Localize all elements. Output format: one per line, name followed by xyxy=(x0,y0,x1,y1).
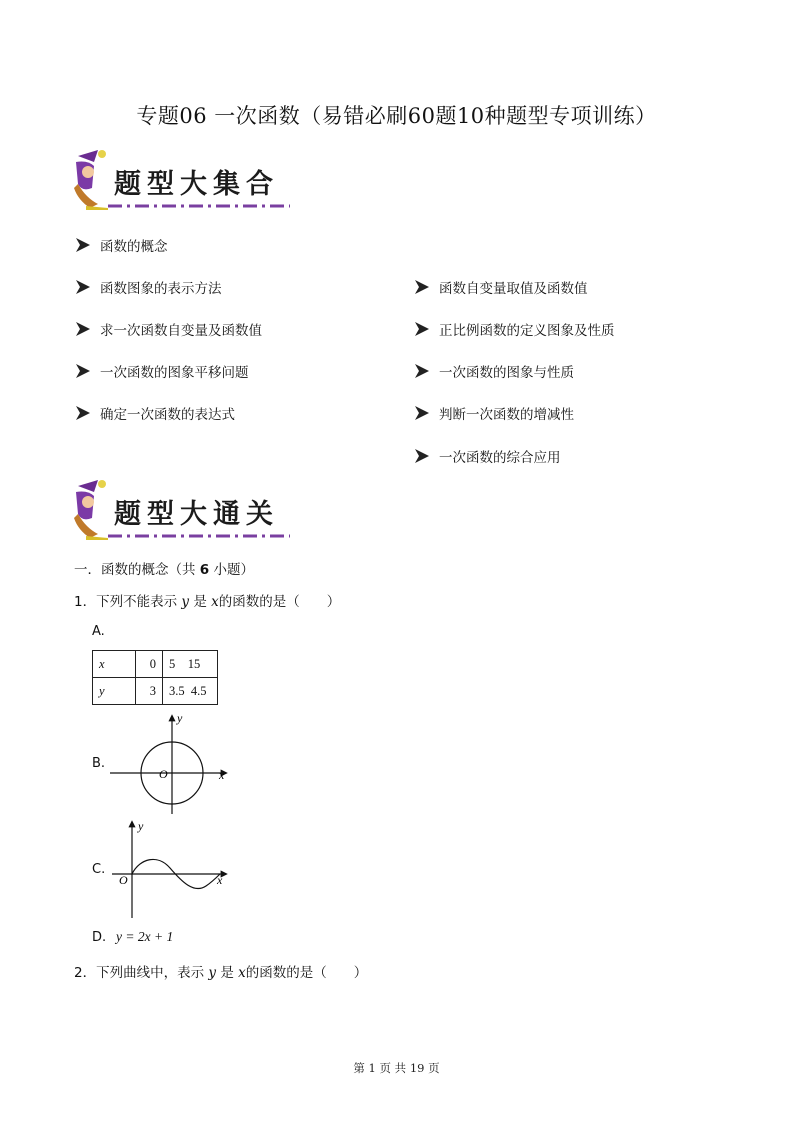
toc-item xyxy=(74,319,262,339)
toc-item-label: 求一次函数自变量及函数值 xyxy=(100,323,262,339)
math-var: x xyxy=(238,965,246,981)
option-d-label: D. xyxy=(92,930,107,945)
table-row xyxy=(93,678,218,705)
table-cell: 0 xyxy=(136,651,163,678)
arrow-bullet-icon xyxy=(413,362,431,380)
toc-item xyxy=(74,277,222,297)
section-heading-prefix: 一．函数的概念（共 xyxy=(74,562,200,578)
page-title: 专题06 一次函数（易错必刷60题10种题型专项训练） xyxy=(136,104,657,128)
math-var: y xyxy=(181,594,190,610)
toc-item-label: 函数图象的表示方法 xyxy=(100,281,222,297)
question-text: 是 xyxy=(220,965,234,981)
toc-item xyxy=(413,446,561,466)
arrow-bullet-icon xyxy=(74,278,92,296)
toc-item xyxy=(74,403,235,423)
section-banner-collection xyxy=(68,148,298,214)
section-heading-suffix: 小题） xyxy=(209,562,254,578)
toc-item-label: 函数的概念 xyxy=(100,239,168,255)
toc-item-label: 一次函数的图象平移问题 xyxy=(100,365,249,381)
question-text: 下列不能表示 xyxy=(96,594,178,610)
question-number: 2． xyxy=(74,965,97,981)
toc-item-label: 正比例函数的定义图象及性质 xyxy=(439,323,615,339)
table-cell-value: 15 xyxy=(187,656,201,671)
x-axis-label: x xyxy=(217,873,223,887)
option-a-table xyxy=(92,650,218,705)
table-cell-value: 3.5 xyxy=(169,683,185,698)
y-axis-label: y xyxy=(138,819,144,833)
banner-label: 题型大通关 xyxy=(114,499,279,530)
table-cell-value: 5 xyxy=(169,656,176,671)
arrow-bullet-icon xyxy=(413,278,431,296)
page-footer: 第 1 页 共 19 页 xyxy=(353,1061,440,1075)
toc-item-label: 函数自变量取值及函数值 xyxy=(439,281,588,297)
math-var: y xyxy=(208,965,217,981)
question-text: 的函数的是（ ） xyxy=(218,594,341,610)
table-row xyxy=(93,651,218,678)
toc-item-label: 一次函数的图象与性质 xyxy=(439,365,574,381)
question-text: 的函数的是（ ） xyxy=(245,965,368,981)
toc-item-label: 判断一次函数的增减性 xyxy=(439,407,574,423)
toc-item xyxy=(74,361,249,381)
y-axis-label: y xyxy=(177,712,183,725)
toc-item xyxy=(413,277,588,297)
x-axis-label: x xyxy=(219,768,225,782)
question-1-stem xyxy=(74,590,340,610)
arrow-bullet-icon xyxy=(413,447,431,465)
toc-item xyxy=(74,235,168,255)
option-b-label: B. xyxy=(92,756,106,771)
banner-label: 题型大集合 xyxy=(114,169,279,200)
section-heading xyxy=(74,558,254,578)
question-number: 1． xyxy=(74,594,97,610)
table-cell xyxy=(163,651,218,678)
arrow-bullet-icon xyxy=(74,320,92,338)
question-text: 下列曲线中，表示 xyxy=(96,965,205,981)
question-2-stem xyxy=(74,961,367,981)
toc-item xyxy=(413,403,574,423)
toc-item-label: 一次函数的综合应用 xyxy=(439,450,561,466)
table-cell: 3 xyxy=(136,678,163,705)
option-d-equation: y = 2x + 1 xyxy=(116,929,174,944)
section-banner-practice xyxy=(68,478,298,544)
table-cell xyxy=(163,678,218,705)
arrow-bullet-icon xyxy=(413,320,431,338)
option-b-circle-graph xyxy=(110,712,240,818)
option-c-label: C. xyxy=(92,862,106,877)
table-cell-value: 4.5 xyxy=(190,683,207,698)
table-cell: x xyxy=(93,651,136,678)
option-a-label: A. xyxy=(92,624,105,639)
toc-item-label: 确定一次函数的表达式 xyxy=(100,407,235,423)
origin-label: O xyxy=(159,767,168,781)
option-c-wave-graph xyxy=(110,818,240,922)
toc-item xyxy=(413,361,574,381)
origin-label: O xyxy=(119,873,128,887)
arrow-bullet-icon xyxy=(413,404,431,422)
arrow-bullet-icon xyxy=(74,236,92,254)
math-var: x xyxy=(211,594,219,610)
section-question-count: 6 xyxy=(199,562,210,578)
table-cell: y xyxy=(93,678,136,705)
arrow-bullet-icon xyxy=(74,362,92,380)
toc-item xyxy=(413,319,615,339)
question-text: 是 xyxy=(193,594,207,610)
arrow-bullet-icon xyxy=(74,404,92,422)
